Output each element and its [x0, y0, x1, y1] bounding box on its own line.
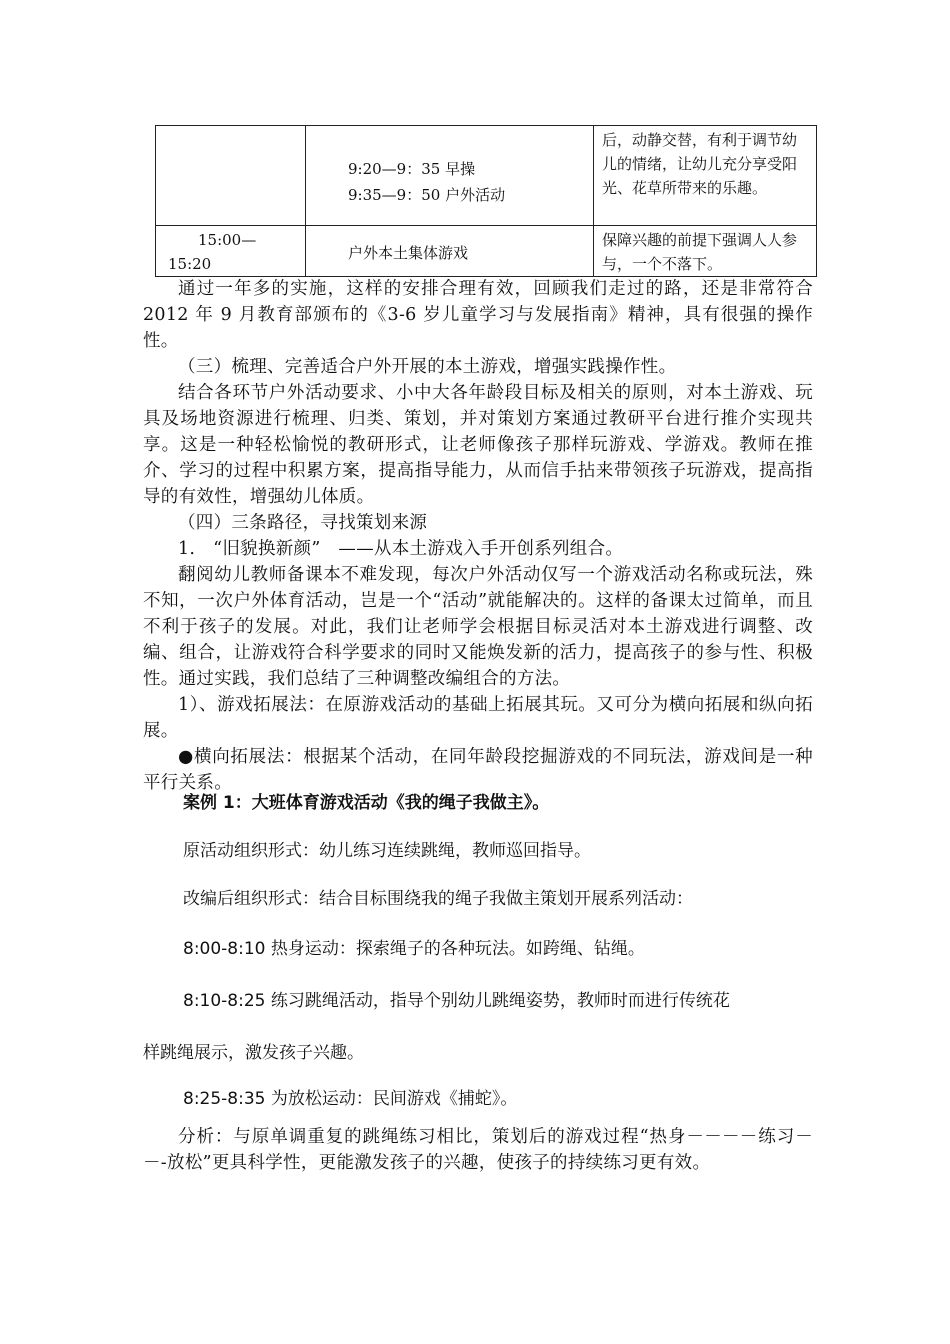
purpose-cell: 保障兴趣的前提下强调人人参与，一个不落下。 [594, 226, 817, 277]
analysis-paragraph: 分析：与原单调重复的跳绳练习相比，策划后的游戏过程“热身－－－－练习－－-放松”更具科学性，更能激发孩子的兴趣，使孩子的持续练习更有效。 [143, 1127, 813, 1173]
activity-line: 9:35—9：50 户外活动 [348, 186, 506, 204]
subheading: 1. “旧貌换新颜” ——从本土游戏入手开创系列组合。 [178, 539, 624, 559]
case-step1: 8:00-8:10 热身运动：探索绳子的各种玩法。如跨绳、钻绳。 [183, 939, 645, 959]
paragraph: 1）、游戏拓展法：在原游戏活动的基础上拓展其玩。又可分为横向拓展和纵向拓展。 [143, 695, 813, 741]
table-row [156, 126, 817, 226]
case-step2-block [143, 988, 823, 1014]
body-text [143, 276, 813, 796]
paragraph: 结合各环节户外活动要求、小中大各年龄段目标及相关的原则，对本土游戏、玩具及场地资源进行梳理、归类、策划，并对策划方案通过教研平台进行推介实现共享。这是一种轻松愉悦的教研形式，让老师像孩子那样玩游戏、学游戏。教师在推介、学习的过程中积累方案，提高指导能力，从而信手拈来带领孩子玩游戏，提高指导的有效性，增强幼儿体质。 [143, 383, 813, 507]
time-cell [156, 226, 306, 277]
case-original: 原活动组织形式：幼儿练习连续跳绳，教师巡回指导。 [183, 841, 591, 861]
section-heading: （四）三条路径，寻找策划来源 [178, 513, 428, 533]
case-revised-block [143, 886, 823, 912]
activity-line: 9:20—9：35 早操 [348, 160, 476, 178]
time-end: 15:20 [168, 255, 212, 273]
case-revised: 改编后组织形式：结合目标围绕我的绳子我做主策划开展系列活动： [183, 889, 693, 909]
paragraph: 通过一年多的实施，这样的安排合理有效，回顾我们走过的路，还是非常符合 2012 年 9 月教育部颁布的《3-6 岁儿童学习与发展指南》精神，具有很强的操作性。 [143, 279, 813, 351]
time-start: 15:00— [198, 231, 257, 249]
case-title-block [143, 790, 823, 816]
case-step2-line2: 样跳绳展示，激发孩子兴趣。 [143, 1043, 364, 1063]
case-original-block [143, 838, 823, 864]
purpose-cell: 后，动静交替，有利于调节幼儿的情绪，让幼儿充分享受阳光、花草所带来的乐趣。 [594, 126, 817, 226]
paragraph: ●横向拓展法：根据某个活动，在同年龄段挖掘游戏的不同玩法，游戏间是一种平行关系。 [143, 747, 813, 793]
schedule-table [155, 125, 817, 277]
paragraph: 翻阅幼儿教师备课本不难发现，每次户外活动仅写一个游戏活动名称或玩法，殊不知，一次户外体育活动，岂是一个“活动”就能解决的。这样的备课太过简单，而且不利于孩子的发展。对此，我们让老师学会根据目标灵活对本土游戏进行调整、改编、组合，让游戏符合科学要求的同时又能焕发新的活力，提高孩子的参与性、积极性。通过实践，我们总结了三种调整改编组合的方法。 [143, 565, 813, 689]
activity-cell: 户外本土集体游戏 [306, 226, 594, 277]
activity-cell [306, 126, 594, 226]
case-step2-line1: 8:10-8:25 练习跳绳活动，指导个别幼儿跳绳姿势，教师时而进行传统花 [183, 991, 730, 1011]
analysis-block [143, 1124, 813, 1176]
case-step2-cont-block [143, 1040, 823, 1066]
section-heading: （三）梳理、完善适合户外开展的本土游戏，增强实践操作性。 [178, 357, 677, 377]
case-step3: 8:25-8:35 为放松运动：民间游戏《捕蛇》。 [183, 1089, 518, 1109]
case-step3-block [143, 1086, 823, 1112]
table-row [156, 226, 817, 277]
time-cell [156, 126, 306, 226]
case-title: 案例 1：大班体育游戏活动《我的绳子我做主》。 [183, 793, 550, 813]
case-step1-block [143, 936, 823, 962]
